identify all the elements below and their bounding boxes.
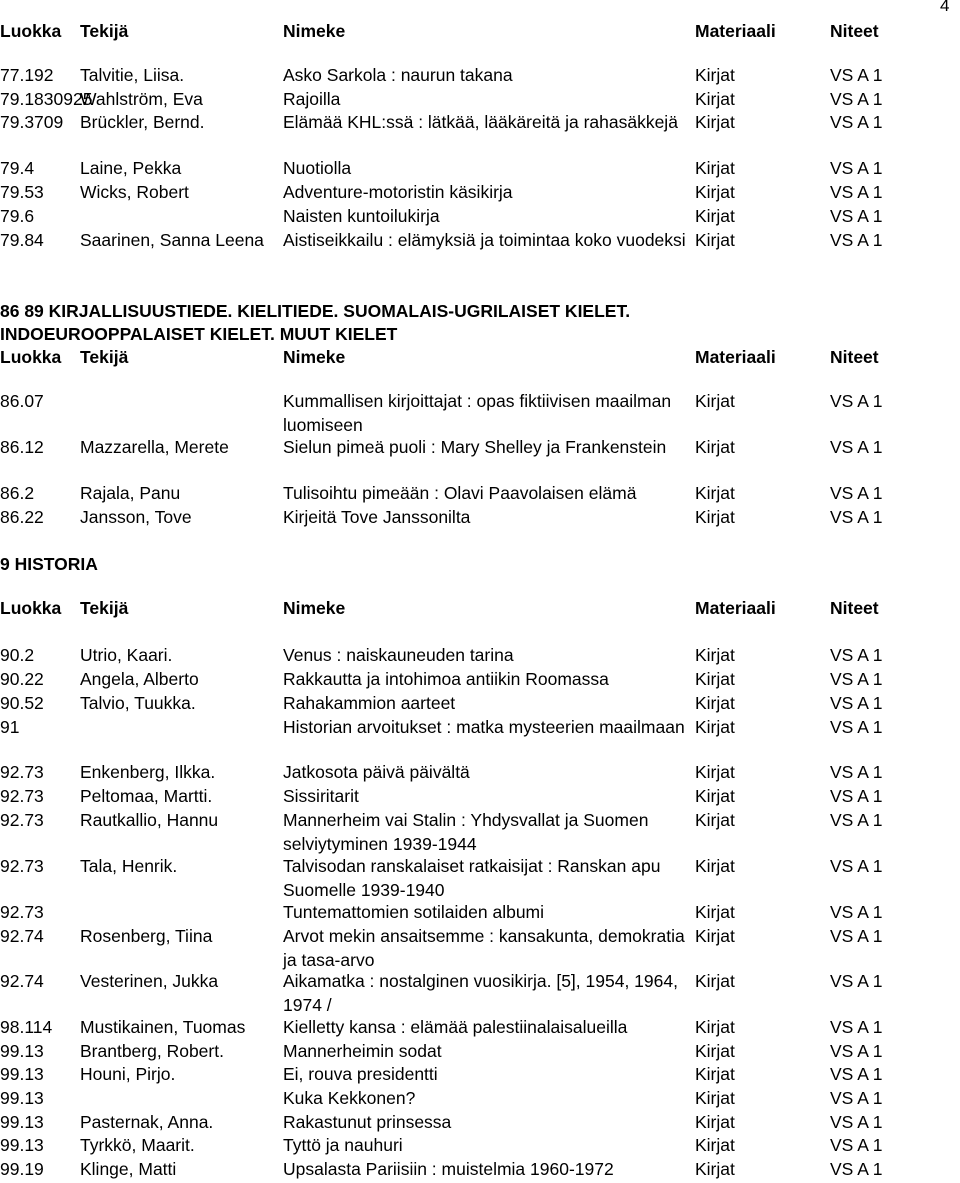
- cell-niteet: VS A 1: [830, 230, 883, 250]
- cell-niteet: VS A 1: [830, 507, 883, 527]
- cell-nimeke: Tuntemattomien sotilaiden albumi: [283, 902, 545, 922]
- cell-nimeke: Sielun pimeä puoli : Mary Shelley ja Frankenstein: [283, 437, 667, 457]
- cell-niteet: VS A 1: [830, 971, 883, 991]
- cell-tekija: Brantberg, Robert.: [80, 1041, 224, 1061]
- cell-nimeke: Arvot mekin ansaitsemme : kansakunta, demokratia ja tasa-arvo: [283, 926, 685, 970]
- table-header: [0, 346, 935, 370]
- cell-tekija: Houni, Pirjo.: [80, 1064, 176, 1084]
- cell-tekija: Tyrkkö, Maarit.: [80, 1135, 195, 1155]
- header-niteet: Niteet: [830, 21, 879, 41]
- cell-nimeke: Mannerheimin sodat: [283, 1041, 442, 1061]
- cell-luokka: 99.19: [0, 1159, 44, 1179]
- cell-nimeke: Adventure-motoristin käsikirja: [283, 182, 513, 202]
- cell-nimeke: Sissiritarit: [283, 786, 359, 806]
- cell-niteet: VS A 1: [830, 1159, 883, 1179]
- cell-materiaali: Kirjat: [695, 182, 735, 202]
- cell-materiaali: Kirjat: [695, 645, 735, 665]
- cell-tekija: Saarinen, Sanna Leena: [80, 230, 264, 250]
- header-niteet: Niteet: [830, 347, 879, 367]
- cell-nimeke: Kummallisen kirjoittajat : opas fiktiivisen maailman luomiseen: [283, 391, 672, 435]
- cell-nimeke: Tyttö ja nauhuri: [283, 1135, 403, 1155]
- cell-tekija: Pasternak, Anna.: [80, 1112, 214, 1132]
- cell-nimeke: Aikamatka : nostalginen vuosikirja. [5], 1954, 1964, 1974 /: [283, 971, 678, 1015]
- table-header: [0, 597, 935, 621]
- cell-nimeke: Upsalasta Pariisiin : muistelmia 1960-1972: [283, 1159, 614, 1179]
- cell-luokka: 99.13: [0, 1088, 44, 1108]
- cell-materiaali: Kirjat: [695, 902, 735, 922]
- header-niteet: Niteet: [830, 598, 879, 618]
- table-row: [0, 111, 935, 157]
- cell-materiaali: Kirjat: [695, 1041, 735, 1061]
- cell-niteet: VS A 1: [830, 856, 883, 876]
- table-row: [0, 1040, 935, 1063]
- table-row: [0, 157, 935, 180]
- header-luokka: Luokka: [0, 21, 62, 41]
- cell-niteet: VS A 1: [830, 391, 883, 411]
- cell-niteet: VS A 1: [830, 206, 883, 226]
- page-number: 4: [940, 0, 950, 15]
- table-row: [0, 181, 935, 204]
- cell-luokka: 92.73: [0, 902, 44, 922]
- cell-luokka: 91: [0, 717, 20, 737]
- cell-luokka: 92.73: [0, 856, 44, 876]
- table-row: [0, 925, 935, 971]
- cell-nimeke: Rajoilla: [283, 89, 341, 109]
- header-materiaali: Materiaali: [695, 347, 776, 367]
- table-row: [0, 761, 935, 784]
- cell-niteet: VS A 1: [830, 89, 883, 109]
- header-nimeke: Nimeke: [283, 347, 346, 367]
- cell-niteet: VS A 1: [830, 1017, 883, 1037]
- cell-niteet: VS A 1: [830, 717, 883, 737]
- cell-luokka: 99.13: [0, 1064, 44, 1084]
- cell-luokka: 77.192: [0, 65, 54, 85]
- cell-materiaali: Kirjat: [695, 971, 735, 991]
- cell-nimeke: Elämää KHL:ssä : lätkää, lääkäreitä ja rahasäkkejä: [283, 112, 678, 132]
- cell-luokka: 86.22: [0, 507, 44, 527]
- cell-materiaali: Kirjat: [695, 65, 735, 85]
- header-nimeke: Nimeke: [283, 21, 346, 41]
- table-row: [0, 64, 935, 87]
- header-tekija: Tekijä: [80, 21, 129, 41]
- cell-tekija: Jansson, Tove: [80, 507, 192, 527]
- cell-tekija: Enkenberg, Ilkka.: [80, 762, 216, 782]
- cell-luokka: 99.13: [0, 1135, 44, 1155]
- cell-luokka: 79.4: [0, 158, 35, 178]
- cell-niteet: VS A 1: [830, 1041, 883, 1061]
- cell-materiaali: Kirjat: [695, 856, 735, 876]
- cell-materiaali: Kirjat: [695, 762, 735, 782]
- cell-materiaali: Kirjat: [695, 717, 735, 737]
- table-row: [0, 1016, 935, 1039]
- table-row: [0, 205, 935, 228]
- table-header: [0, 20, 935, 44]
- cell-niteet: VS A 1: [830, 786, 883, 806]
- cell-tekija: Rajala, Panu: [80, 483, 181, 503]
- section-title: 86 89 KIRJALLISUUSTIEDE. KIELITIEDE. SUOMALAIS-UGRILAISET KIELET. INDOEUROOPPALAISET KIELET. MUUT KIELET: [0, 301, 631, 344]
- table-row: [0, 1087, 935, 1110]
- cell-niteet: VS A 1: [830, 65, 883, 85]
- cell-luokka: 92.74: [0, 971, 44, 991]
- cell-materiaali: Kirjat: [695, 669, 735, 689]
- table-row: [0, 1111, 935, 1134]
- cell-tekija: Mazzarella, Merete: [80, 437, 229, 457]
- cell-luokka: 92.73: [0, 786, 44, 806]
- table-row: [0, 390, 935, 436]
- cell-luokka: 92.73: [0, 762, 44, 782]
- cell-tekija: Klinge, Matti: [80, 1159, 177, 1179]
- table-row: [0, 644, 935, 667]
- cell-niteet: VS A 1: [830, 182, 883, 202]
- cell-luokka: 79.6: [0, 206, 35, 226]
- cell-materiaali: Kirjat: [695, 1159, 735, 1179]
- table-row: [0, 809, 935, 855]
- cell-luokka: 99.13: [0, 1112, 44, 1132]
- header-materiaali: Materiaali: [695, 21, 776, 41]
- cell-luokka: 79.1830925: [0, 89, 93, 109]
- table-row: [0, 855, 935, 901]
- cell-luokka: 98.114: [0, 1017, 53, 1037]
- cell-nimeke: Rahakammion aarteet: [283, 693, 456, 713]
- cell-niteet: VS A 1: [830, 1135, 883, 1155]
- cell-tekija: Rautkallio, Hannu: [80, 810, 219, 830]
- cell-niteet: VS A 1: [830, 762, 883, 782]
- cell-nimeke: Aistiseikkailu : elämyksiä ja toimintaa koko vuodeksi: [283, 230, 686, 250]
- cell-luokka: 92.74: [0, 926, 44, 946]
- table-row: [0, 692, 935, 715]
- table-row: [0, 1134, 935, 1157]
- cell-materiaali: Kirjat: [695, 1135, 735, 1155]
- section-title: 9 HISTORIA: [0, 554, 98, 574]
- cell-tekija: Angela, Alberto: [80, 669, 199, 689]
- cell-luokka: 86.12: [0, 437, 44, 457]
- table-row: [0, 785, 935, 808]
- cell-nimeke: Tulisoihtu pimeään : Olavi Paavolaisen elämä: [283, 483, 637, 503]
- table-row: [0, 482, 935, 505]
- cell-nimeke: Kirjeitä Tove Janssonilta: [283, 507, 471, 527]
- cell-luokka: 79.84: [0, 230, 44, 250]
- cell-luokka: 90.52: [0, 693, 44, 713]
- cell-tekija: Laine, Pekka: [80, 158, 182, 178]
- header-luokka: Luokka: [0, 598, 62, 618]
- cell-tekija: Wicks, Robert: [80, 182, 189, 202]
- cell-luokka: 92.73: [0, 810, 44, 830]
- cell-materiaali: Kirjat: [695, 786, 735, 806]
- table-row: [0, 1063, 935, 1086]
- cell-niteet: VS A 1: [830, 1088, 883, 1108]
- cell-materiaali: Kirjat: [695, 1112, 735, 1132]
- cell-nimeke: Ei, rouva presidentti: [283, 1064, 438, 1084]
- cell-niteet: VS A 1: [830, 693, 883, 713]
- cell-niteet: VS A 1: [830, 645, 883, 665]
- cell-luokka: 86.2: [0, 483, 35, 503]
- cell-tekija: Mustikainen, Tuomas: [80, 1017, 246, 1037]
- table-row: [0, 1158, 935, 1181]
- cell-niteet: VS A 1: [830, 1112, 883, 1132]
- cell-niteet: VS A 1: [830, 437, 883, 457]
- cell-materiaali: Kirjat: [695, 926, 735, 946]
- cell-materiaali: Kirjat: [695, 112, 735, 132]
- table-row: [0, 668, 935, 691]
- header-tekija: Tekijä: [80, 347, 129, 367]
- cell-materiaali: Kirjat: [695, 391, 735, 411]
- cell-materiaali: Kirjat: [695, 437, 735, 457]
- cell-luokka: 79.3709: [0, 112, 64, 132]
- cell-nimeke: Historian arvoitukset : matka mysteerien maailmaan: [283, 717, 685, 737]
- cell-niteet: VS A 1: [830, 158, 883, 178]
- table-row: [0, 901, 935, 924]
- cell-niteet: VS A 1: [830, 810, 883, 830]
- cell-nimeke: Mannerheim vai Stalin : Yhdysvallat ja Suomen selviytyminen 1939-1944: [283, 810, 649, 854]
- cell-materiaali: Kirjat: [695, 230, 735, 250]
- cell-materiaali: Kirjat: [695, 1017, 735, 1037]
- table-row: [0, 970, 935, 1016]
- cell-nimeke: Nuotiolla: [283, 158, 352, 178]
- cell-tekija: Tala, Henrik.: [80, 856, 178, 876]
- cell-niteet: VS A 1: [830, 483, 883, 503]
- cell-tekija: Vesterinen, Jukka: [80, 971, 219, 991]
- cell-materiaali: Kirjat: [695, 1088, 735, 1108]
- cell-niteet: VS A 1: [830, 926, 883, 946]
- cell-niteet: VS A 1: [830, 902, 883, 922]
- cell-materiaali: Kirjat: [695, 1064, 735, 1084]
- cell-luokka: 90.22: [0, 669, 44, 689]
- cell-tekija: Wahlström, Eva: [80, 89, 203, 109]
- cell-materiaali: Kirjat: [695, 158, 735, 178]
- cell-nimeke: Naisten kuntoilukirja: [283, 206, 440, 226]
- cell-luokka: 86.07: [0, 391, 44, 411]
- header-nimeke: Nimeke: [283, 598, 346, 618]
- cell-niteet: VS A 1: [830, 669, 883, 689]
- table-row: [0, 88, 935, 111]
- table-row: [0, 716, 935, 762]
- cell-nimeke: Kielletty kansa : elämää palestiinalaisalueilla: [283, 1017, 628, 1037]
- header-tekija: Tekijä: [80, 598, 129, 618]
- cell-materiaali: Kirjat: [695, 206, 735, 226]
- cell-tekija: Rosenberg, Tiina: [80, 926, 213, 946]
- cell-luokka: 90.2: [0, 645, 35, 665]
- cell-materiaali: Kirjat: [695, 89, 735, 109]
- cell-tekija: Utrio, Kaari.: [80, 645, 173, 665]
- header-luokka: Luokka: [0, 347, 62, 367]
- cell-niteet: VS A 1: [830, 112, 883, 132]
- table-row: [0, 506, 935, 529]
- cell-nimeke: Talvisodan ranskalaiset ratkaisijat : Ranskan apu Suomelle 1939-1940: [283, 856, 661, 900]
- cell-materiaali: Kirjat: [695, 810, 735, 830]
- cell-tekija: Peltomaa, Martti.: [80, 786, 213, 806]
- cell-nimeke: Jatkosota päivä päivältä: [283, 762, 470, 782]
- cell-materiaali: Kirjat: [695, 693, 735, 713]
- table-row: [0, 436, 935, 482]
- table-row: [0, 229, 935, 275]
- cell-tekija: Brückler, Bernd.: [80, 112, 205, 132]
- cell-luokka: 99.13: [0, 1041, 44, 1061]
- header-materiaali: Materiaali: [695, 598, 776, 618]
- cell-materiaali: Kirjat: [695, 483, 735, 503]
- cell-tekija: Talvio, Tuukka.: [80, 693, 196, 713]
- cell-nimeke: Rakkautta ja intohimoa antiikin Roomassa: [283, 669, 609, 689]
- cell-nimeke: Asko Sarkola : naurun takana: [283, 65, 513, 85]
- cell-luokka: 79.53: [0, 182, 44, 202]
- cell-nimeke: Rakastunut prinsessa: [283, 1112, 452, 1132]
- cell-nimeke: Kuka Kekkonen?: [283, 1088, 416, 1108]
- cell-tekija: Talvitie, Liisa.: [80, 65, 185, 85]
- cell-nimeke: Venus : naiskauneuden tarina: [283, 645, 514, 665]
- cell-materiaali: Kirjat: [695, 507, 735, 527]
- cell-niteet: VS A 1: [830, 1064, 883, 1084]
